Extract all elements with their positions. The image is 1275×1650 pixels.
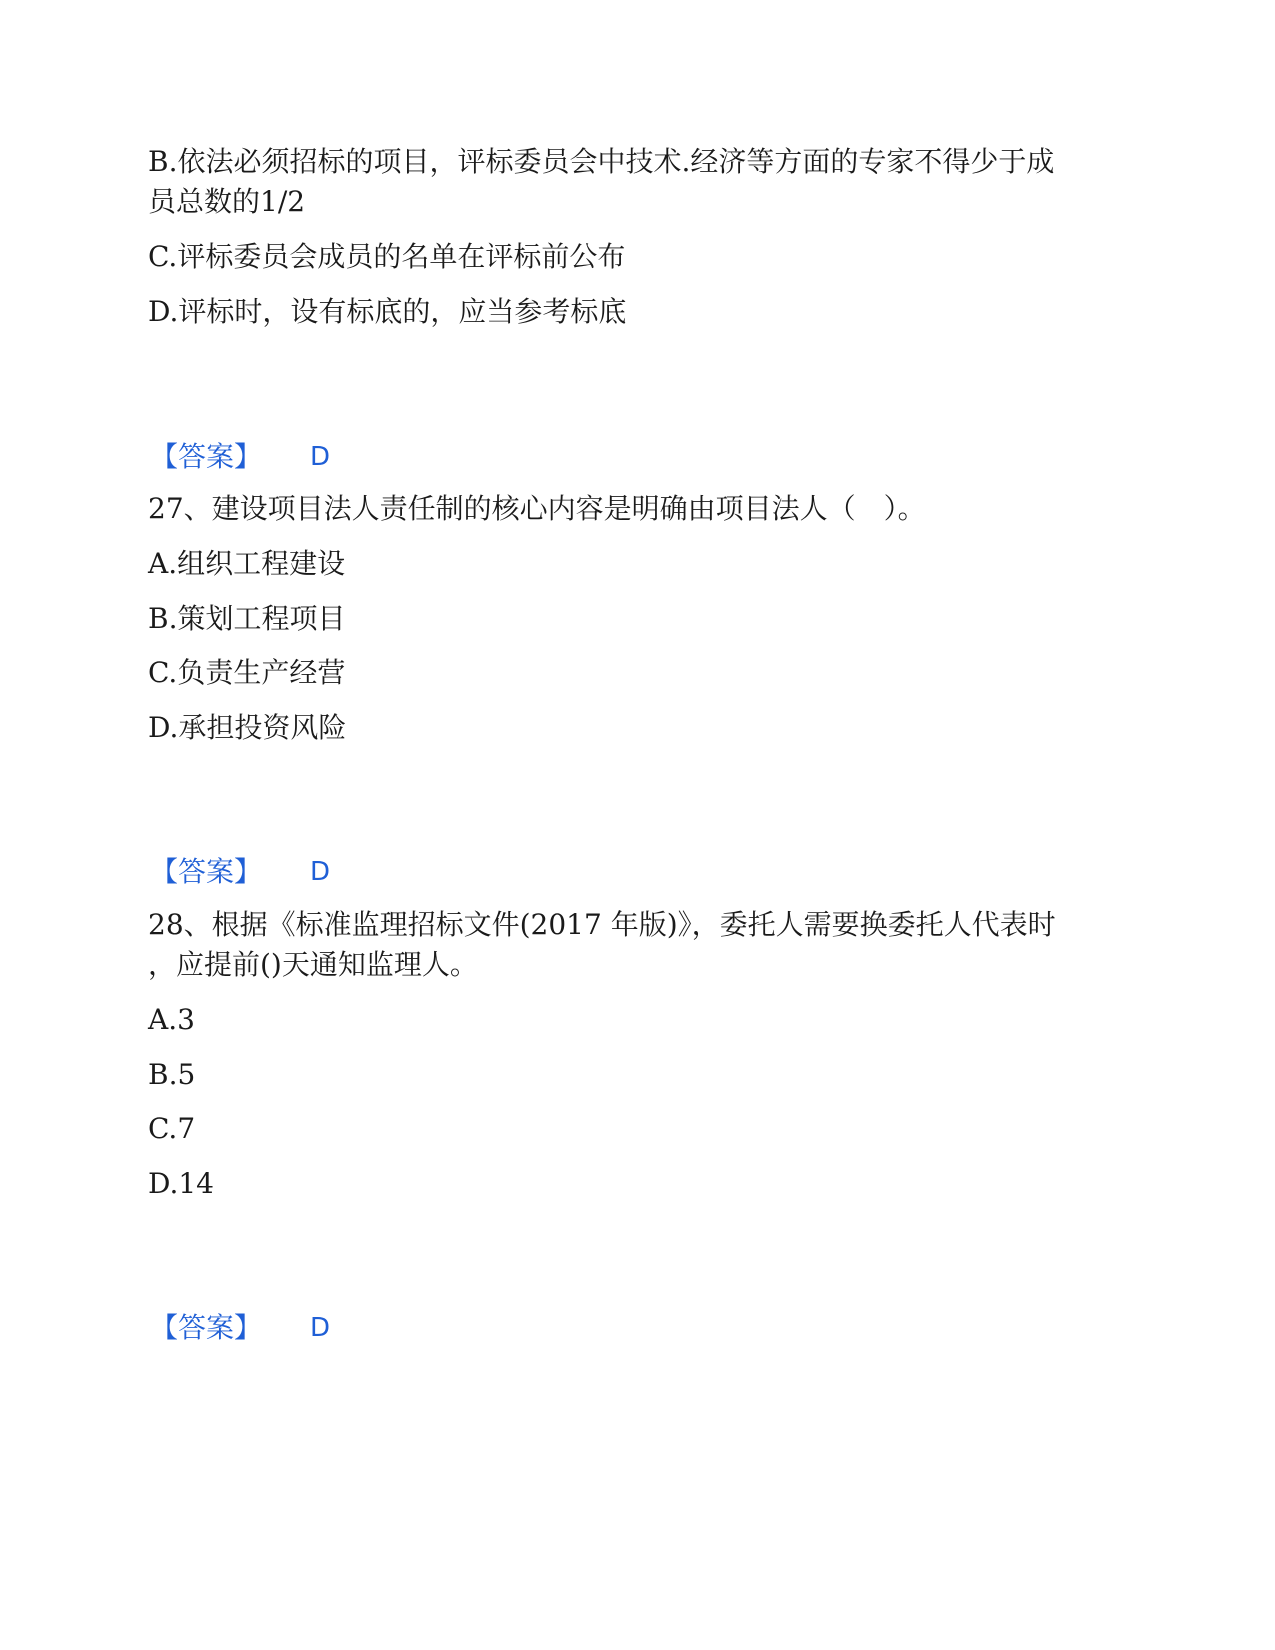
q28-stem-line2: ，应提前()天通知监理人。 <box>148 948 478 981</box>
answer-value: D <box>310 442 331 472</box>
answer-label: 【答案】 <box>150 440 263 473</box>
q27-stem: 27、建设项目法人责任制的核心内容是明确由项目法人（ ）。 <box>148 492 926 525</box>
q27-option-c: C.负责生产经营 <box>148 656 346 689</box>
answer-value: D <box>310 1313 331 1343</box>
q26-option-c: C.评标委员会成员的名单在评标前公布 <box>148 240 626 273</box>
q27-option-d: D.承担投资风险 <box>148 711 347 744</box>
q27-option-a: A.组织工程建设 <box>148 547 346 580</box>
answer-label: 【答案】 <box>150 855 263 888</box>
q28-option-a: A.3 <box>148 1003 195 1036</box>
q28-option-c: C.7 <box>148 1112 196 1145</box>
q26-answer <box>150 440 331 474</box>
q28-option-d: D.14 <box>148 1167 214 1200</box>
q27-answer <box>150 855 331 889</box>
q28-option-b: B.5 <box>148 1058 196 1091</box>
answer-value: D <box>310 857 331 887</box>
answer-label: 【答案】 <box>150 1311 263 1344</box>
q26-option-d: D.评标时，设有标底的，应当参考标底 <box>148 295 627 328</box>
q27-option-b: B.策划工程项目 <box>148 602 346 635</box>
q26-option-b-line1: B.依法必须招标的项目，评标委员会中技术.经济等方面的专家不得少于成 <box>148 145 1055 178</box>
q26-option-b-line2: 员总数的1/2 <box>148 185 306 218</box>
q28-answer <box>150 1311 331 1345</box>
q28-stem-line1: 28、根据《标准监理招标文件(2017 年版)》，委托人需要换委托人代表时 <box>148 908 1056 941</box>
